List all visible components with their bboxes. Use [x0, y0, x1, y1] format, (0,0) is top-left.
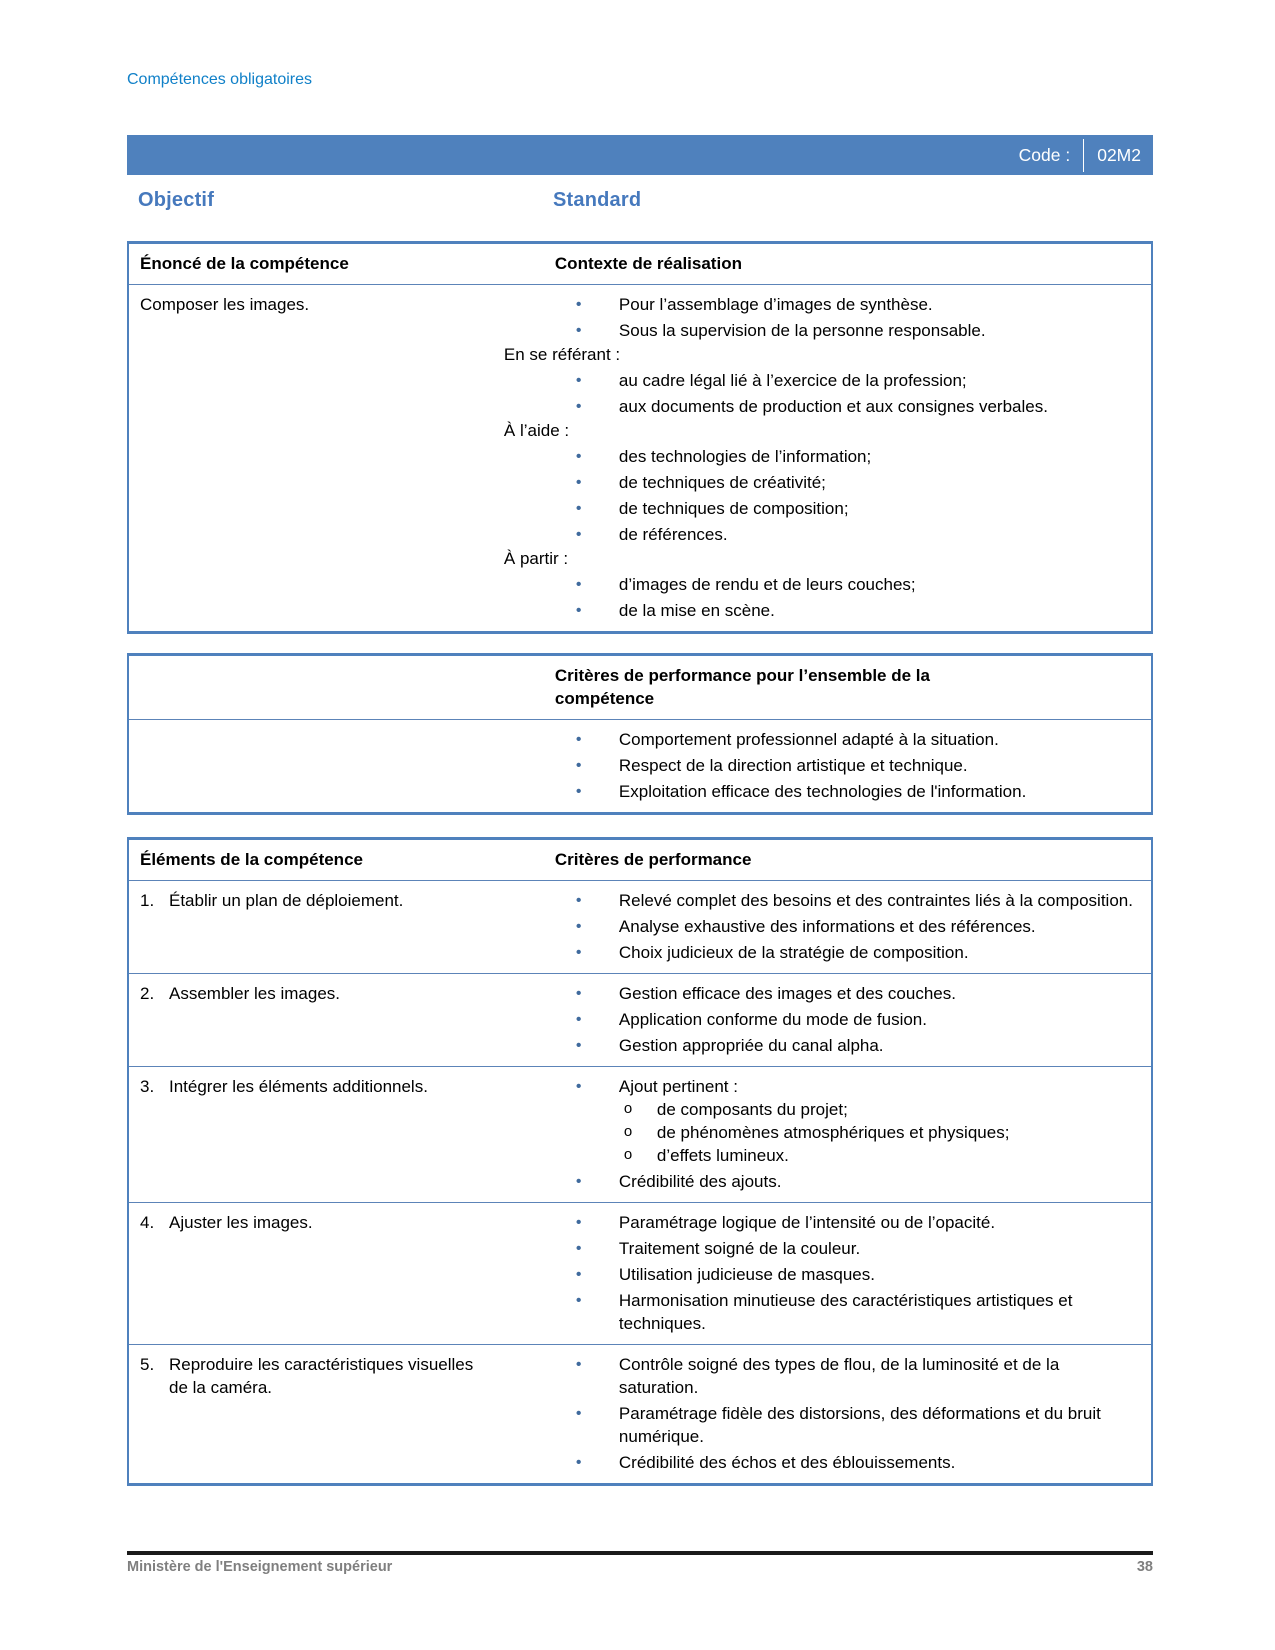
line-text: Choix judicieux de la stratégie de composition. [618, 943, 969, 962]
bullet-icon: • [575, 1037, 582, 1054]
bullet-icon: • [575, 1078, 582, 1095]
circle-bullet-icon: o [623, 1123, 633, 1140]
element-label: Intégrer les éléments additionnels. [169, 1077, 428, 1096]
circle-bullet-icon: o [623, 1146, 633, 1163]
bullet-item [504, 445, 1141, 468]
bullet-item [504, 1451, 1141, 1474]
bullet-item [504, 293, 1141, 316]
bullet-item [504, 471, 1141, 494]
bullet-item [504, 1075, 1141, 1098]
line-text: Crédibilité des ajouts. [618, 1172, 782, 1191]
element-number: 4. [140, 1213, 155, 1232]
element-number: 3. [140, 1077, 155, 1096]
bullet-item [504, 1034, 1141, 1057]
line-text: À l’aide : [503, 421, 570, 440]
line-text: Traitement soigné de la couleur. [618, 1239, 861, 1258]
bullet-icon: • [575, 1405, 582, 1422]
bullet-icon: • [575, 1240, 582, 1257]
header-enonce: Énoncé de la compétence [140, 254, 349, 273]
element-row [129, 880, 1151, 973]
line-text: Sous la supervision de la personne responsable. [618, 321, 986, 340]
criteria-lines [497, 1203, 1151, 1344]
element-cell [129, 1067, 497, 1202]
table-elements-criteres [127, 837, 1153, 1486]
element-label: Établir un plan de déploiement. [169, 891, 404, 910]
bullet-icon: • [575, 296, 582, 313]
line-text: Respect de la direction artistique et technique. [618, 756, 968, 775]
element-numbered-line [140, 1075, 487, 1098]
bullet-icon: • [575, 398, 582, 415]
bullet-item [504, 889, 1141, 912]
bullet-icon: • [575, 602, 582, 619]
header-criteres-ensemble-cell [497, 656, 1151, 719]
bullet-item [504, 369, 1141, 392]
table-header-row [129, 244, 1151, 284]
line-text: au cadre légal lié à l’exercice de la profession; [618, 371, 967, 390]
line-text: des technologies de l’information; [618, 447, 872, 466]
header-criteres-cell [497, 840, 1151, 880]
line-text: de phénomènes atmosphériques et physiques; [656, 1123, 1010, 1142]
element-label: Reproduire les caractéristiques visuelles de la caméra. [169, 1355, 474, 1397]
line-text: Contrôle soigné des types de flou, de la luminosité et de la saturation. [618, 1355, 1060, 1397]
bullet-item [504, 1008, 1141, 1031]
line-text: Paramétrage logique de l’intensité ou de l’opacité. [618, 1213, 996, 1232]
plain-line [504, 547, 1141, 570]
line-text: de techniques de composition; [618, 499, 849, 518]
line-text: Gestion efficace des images et des couches. [618, 984, 956, 1003]
title-standard: Standard [553, 189, 642, 211]
table-body-row [129, 284, 1151, 631]
bullet-item [504, 1402, 1141, 1448]
element-cell [129, 881, 497, 973]
bullet-icon: • [575, 918, 582, 935]
context-lines [497, 285, 1151, 631]
section-titles [127, 189, 1153, 216]
bullet-item [504, 319, 1141, 342]
sub-bullet-item [504, 1144, 1141, 1167]
bullet-icon: • [575, 500, 582, 517]
bullet-item [504, 1263, 1141, 1286]
title-objectif: Objectif [138, 189, 215, 211]
bullet-icon: • [575, 448, 582, 465]
page-content [127, 0, 1153, 1486]
bullet-item [504, 1289, 1141, 1335]
line-text: Paramétrage fidèle des distorsions, des déformations et du bruit numérique. [618, 1404, 1101, 1446]
line-text: d’images de rendu et de leurs couches; [618, 575, 916, 594]
criteria-lines [497, 1345, 1151, 1483]
line-text: Relevé complet des besoins et des contraintes liés à la composition. [618, 891, 1133, 910]
element-cell [129, 974, 497, 1066]
bullet-item [504, 1170, 1141, 1193]
element-number: 5. [140, 1355, 155, 1374]
empty-header-cell [129, 656, 497, 719]
table-header-row [129, 840, 1151, 880]
bullet-item [504, 915, 1141, 938]
bullet-icon: • [575, 526, 582, 543]
bullet-item [504, 941, 1141, 964]
table-header-row [129, 656, 1151, 719]
line-text: Harmonisation minutieuse des caractéristiques artistiques et techniques. [618, 1291, 1073, 1333]
element-numbered-line [140, 889, 487, 912]
bullet-icon: • [575, 1356, 582, 1373]
line-text: Gestion appropriée du canal alpha. [618, 1036, 884, 1055]
plain-line [504, 343, 1141, 366]
header-contexte-cell [497, 244, 1151, 284]
header-criteres-ensemble: Critères de performance pour l’ensemble de la compétence [554, 666, 930, 708]
line-text: Pour l’assemblage d’images de synthèse. [618, 295, 933, 314]
element-number: 2. [140, 984, 155, 1003]
bullet-icon: • [575, 1173, 582, 1190]
element-label: Ajuster les images. [169, 1213, 313, 1232]
bullet-item [504, 728, 1141, 751]
line-text: Utilisation judicieuse de masques. [618, 1265, 875, 1284]
code-label: Code : [1018, 144, 1071, 165]
code-divider [1083, 139, 1084, 172]
criteria-lines [497, 974, 1151, 1066]
criteria-lines [497, 881, 1151, 973]
circle-bullet-icon: o [623, 1100, 633, 1117]
line-text: Application conforme du mode de fusion. [618, 1010, 927, 1029]
bullet-item [504, 1211, 1141, 1234]
bullet-icon: • [575, 474, 582, 491]
page-footer [127, 1551, 1153, 1575]
header-criteres: Critères de performance [554, 850, 752, 869]
line-text: Crédibilité des échos et des éblouissements. [618, 1453, 956, 1472]
bullet-icon: • [575, 1292, 582, 1309]
line-text: de références. [618, 525, 728, 544]
bullet-icon: • [575, 1454, 582, 1471]
empty-body-cell [129, 720, 497, 812]
bullet-icon: • [575, 783, 582, 800]
bullet-icon: • [575, 576, 582, 593]
bullet-icon: • [575, 731, 582, 748]
bullet-item [504, 1237, 1141, 1260]
line-text: Exploitation efficace des technologies de l'information. [618, 782, 1027, 801]
bullet-icon: • [575, 985, 582, 1002]
bullet-item [504, 497, 1141, 520]
line-text: Comportement professionnel adapté à la situation. [618, 730, 999, 749]
element-numbered-line [140, 1353, 487, 1399]
statement-cell: Composer les images. [140, 295, 310, 314]
bullet-item [504, 573, 1141, 596]
element-number: 1. [140, 891, 155, 910]
running-header: Compétences obligatoires [127, 71, 312, 88]
element-label: Assembler les images. [169, 984, 341, 1003]
element-row [129, 1202, 1151, 1344]
bullet-icon: • [575, 1011, 582, 1028]
header-contexte: Contexte de réalisation [554, 254, 742, 273]
table-enonce-contexte [127, 241, 1153, 634]
sub-bullet-item [504, 1098, 1141, 1121]
line-text: aux documents de production et aux consignes verbales. [618, 397, 1048, 416]
sub-bullet-item [504, 1121, 1141, 1144]
line-text: d’effets lumineux. [656, 1146, 789, 1165]
footer-page-number: 38 [1136, 1559, 1153, 1575]
element-row [129, 973, 1151, 1066]
element-row [129, 1066, 1151, 1202]
bullet-item [504, 780, 1141, 803]
code-value: 02M2 [1097, 144, 1141, 165]
element-cell [129, 1345, 497, 1483]
bullet-icon: • [575, 1266, 582, 1283]
element-numbered-line [140, 982, 487, 1005]
element-cell [129, 1203, 497, 1344]
line-text: À partir : [503, 549, 569, 568]
overall-criteria-lines [497, 720, 1151, 812]
bullet-item [504, 395, 1141, 418]
table-criteres-ensemble [127, 653, 1153, 815]
plain-line [504, 419, 1141, 442]
bullet-icon: • [575, 892, 582, 909]
bullet-item [504, 982, 1141, 1005]
bullet-item [504, 1353, 1141, 1399]
bullet-icon: • [575, 322, 582, 339]
bullet-icon: • [575, 944, 582, 961]
line-text: de techniques de créativité; [618, 473, 826, 492]
line-text: de la mise en scène. [618, 601, 775, 620]
header-elements: Éléments de la compétence [140, 850, 363, 869]
element-numbered-line [140, 1211, 487, 1234]
table-body-row [129, 719, 1151, 812]
element-row [129, 1344, 1151, 1483]
footer-ministry: Ministère de l'Enseignement supérieur [127, 1559, 393, 1575]
code-banner [127, 135, 1153, 175]
line-text: Ajout pertinent : [618, 1077, 738, 1096]
bullet-icon: • [575, 1214, 582, 1231]
bullet-item [504, 754, 1141, 777]
line-text: Analyse exhaustive des informations et des références. [618, 917, 1036, 936]
bullet-icon: • [575, 757, 582, 774]
line-text: En se référant : [503, 345, 621, 364]
line-text: de composants du projet; [656, 1100, 848, 1119]
bullet-item [504, 599, 1141, 622]
bullet-icon: • [575, 372, 582, 389]
bullet-item [504, 523, 1141, 546]
criteria-lines [497, 1067, 1151, 1202]
